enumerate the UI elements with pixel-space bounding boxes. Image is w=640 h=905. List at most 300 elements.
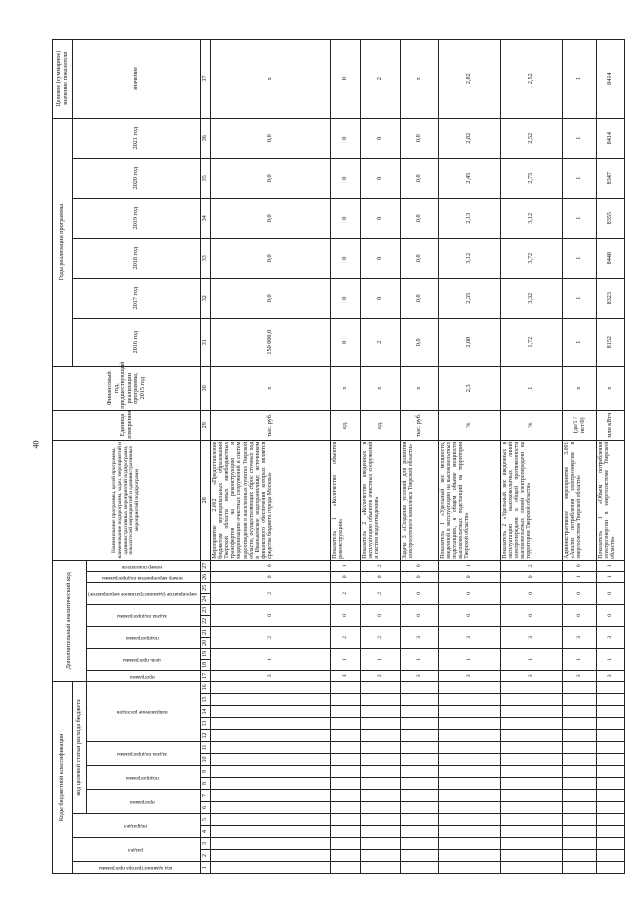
subprogram-col-header: подпрограмма xyxy=(87,766,201,790)
a-goal-header: цель программы xyxy=(87,648,201,670)
row-name: Показатель 1 «Количество объектов реконструкции» xyxy=(331,440,361,560)
col-num: 4 xyxy=(201,826,211,838)
kbk-cell xyxy=(439,718,501,730)
kbk-cell xyxy=(597,706,625,718)
year-value-cell: 8347 xyxy=(597,158,625,198)
analytic-code-cell: 3 xyxy=(439,670,501,681)
kbk-cell xyxy=(331,681,361,693)
kbk-cell xyxy=(439,850,501,862)
kbk-cell xyxy=(501,730,563,742)
kbk-cell xyxy=(597,754,625,766)
col-num: 23 xyxy=(201,604,211,615)
year-value-cell: 0,0 xyxy=(211,198,331,238)
analytic-code-cell: 0 xyxy=(401,560,439,571)
kbk-cell xyxy=(563,814,597,826)
kbk-cell xyxy=(597,862,625,874)
target-value-cell: 8414 xyxy=(597,39,625,118)
kbk-cell xyxy=(211,730,331,742)
base-year-cell: х xyxy=(597,366,625,410)
kbk-cell xyxy=(563,742,597,754)
kbk-cell xyxy=(401,862,439,874)
year-value-cell: 2,82 xyxy=(439,118,501,158)
kbk-cell xyxy=(331,862,361,874)
col-num: 1 xyxy=(201,862,211,874)
kbk-cell xyxy=(439,681,501,693)
kbk-cell xyxy=(331,826,361,838)
year-value-cell: 1 xyxy=(563,118,597,158)
row-name: Показатель 2 «Удельный вес введенных в эксплуатацию высоковольтных линий электропередачи в общей протяженности высоковольтных линий электропередачи на территории Тверской области» xyxy=(501,440,563,560)
year-value-cell: 0,0 xyxy=(211,158,331,198)
kbk-cell xyxy=(597,766,625,778)
kbk-cell xyxy=(597,742,625,754)
row-name: Задача 3 «Создание условий для развития электросетевого комплекса Тверской области» xyxy=(401,440,439,560)
analytic-code-cell: 0 xyxy=(597,604,625,626)
year-value-cell: 8448 xyxy=(597,238,625,278)
analytic-code-cell: 1 xyxy=(597,571,625,582)
col-num: 28 xyxy=(201,440,211,560)
unit-cell: % xyxy=(439,410,501,440)
kbk-header: Коды бюджетной классификации xyxy=(53,681,73,873)
row-name: Показатель 1 «Удельный вес мощности, введенной в эксплуатацию на высоковольтных подстанциях, в общем объеме мощности высоковольтных подстанций на территории Тверской области» xyxy=(439,440,501,560)
kbk-cell xyxy=(361,754,401,766)
col-num: 7 xyxy=(201,790,211,802)
year-value-cell: 0 xyxy=(361,238,401,278)
table-row xyxy=(401,39,439,873)
kbk-cell xyxy=(401,694,439,706)
kbk-cell xyxy=(501,778,563,790)
year-value-cell: 0,0 xyxy=(401,318,439,366)
kbk-cell xyxy=(331,718,361,730)
kbk-cell xyxy=(361,814,401,826)
kbk-cell xyxy=(401,766,439,778)
year-value-cell: 0 xyxy=(361,158,401,198)
kbk-cell xyxy=(563,802,597,814)
kbk-cell xyxy=(563,838,597,850)
kbk-cell xyxy=(597,802,625,814)
unit-cell: ед. xyxy=(361,410,401,440)
kbk-cell xyxy=(439,814,501,826)
kbk-cell xyxy=(331,706,361,718)
analytic-code-cell: 0 xyxy=(401,604,439,626)
kbk-cell xyxy=(501,694,563,706)
year-value-cell: 8355 xyxy=(597,198,625,238)
col-num: 24 xyxy=(201,593,211,604)
analytic-code-cell: 2 xyxy=(331,582,361,604)
table-row xyxy=(501,39,563,873)
analytic-code-cell: 2 xyxy=(501,560,563,571)
analytic-code-cell: 3 xyxy=(501,626,563,648)
kbk-cell xyxy=(211,862,331,874)
year-value-cell: 2,75 xyxy=(501,158,563,198)
target-value-cell: 1 xyxy=(563,39,597,118)
analytic-code-cell: 0 xyxy=(211,571,331,582)
analytic-code-cell: 3 xyxy=(597,626,625,648)
year-value-cell: 2,52 xyxy=(501,118,563,158)
y2018-header: 2018 год xyxy=(73,238,201,278)
target-value-cell: 2 xyxy=(361,39,401,118)
kbk-cell xyxy=(211,681,331,693)
col-num: 34 xyxy=(201,198,211,238)
kbk-cell xyxy=(563,790,597,802)
col-num: 18 xyxy=(201,659,211,670)
base-year-cell: 2,3 xyxy=(439,366,501,410)
col-num: 31 xyxy=(201,318,211,366)
kbk-cell xyxy=(401,814,439,826)
analytic-code-cell: 3 xyxy=(563,670,597,681)
col-num: 27 xyxy=(201,560,211,571)
col-num: 33 xyxy=(201,238,211,278)
kbk-cell xyxy=(361,730,401,742)
y2020-header: 2020 год xyxy=(73,158,201,198)
base-year-cell: х xyxy=(211,366,331,410)
kbk-cell xyxy=(439,754,501,766)
table-row xyxy=(563,39,597,873)
kbk-cell xyxy=(211,802,331,814)
analytic-code-cell: 0 xyxy=(501,582,563,604)
target-value-cell: х xyxy=(401,39,439,118)
kbk-cell xyxy=(361,850,401,862)
analytic-code-cell: 0 xyxy=(563,582,597,604)
kbk-cell xyxy=(563,730,597,742)
kbk-cell xyxy=(501,814,563,826)
col-num: 15 xyxy=(201,694,211,706)
analytic-code-cell: 0 xyxy=(597,582,625,604)
kbk-cell xyxy=(439,838,501,850)
kbk-cell xyxy=(361,862,401,874)
col-num: 11 xyxy=(201,742,211,754)
unit-cell: % xyxy=(501,410,563,440)
col-num: 36 xyxy=(201,118,211,158)
section-header: раздел xyxy=(73,838,201,862)
col-num: 30 xyxy=(201,366,211,410)
kbk-cell xyxy=(501,850,563,862)
year-value-cell: 0 xyxy=(361,278,401,318)
y2021-header: 2021 год xyxy=(73,118,201,158)
kbk-cell xyxy=(331,802,361,814)
col-num: 9 xyxy=(201,766,211,778)
table-row xyxy=(361,39,401,873)
analytic-code-cell: 1 xyxy=(439,560,501,571)
kbk-cell xyxy=(563,706,597,718)
kbk-cell xyxy=(331,850,361,862)
kbk-cell xyxy=(211,790,331,802)
year-value-cell: 2,13 xyxy=(439,198,501,238)
kbk-cell xyxy=(597,718,625,730)
kbk-cell xyxy=(401,802,439,814)
kbk-cell xyxy=(439,706,501,718)
fin-year-header: Финансовый год, предшествующий реализации программы, 2015 год xyxy=(53,366,201,410)
kbk-cell xyxy=(597,838,625,850)
year-value-cell: 2,45 xyxy=(439,158,501,198)
analytic-code-cell: 2 xyxy=(211,626,331,648)
kbk-cell xyxy=(361,706,401,718)
year-value-cell: 0 xyxy=(361,198,401,238)
row-name: Административное мероприятие 3.001 «Анализ потребления электроэнергии в энергосистеме Тверской области» xyxy=(563,440,597,560)
target-header: Целевое (суммарное) значение показателя xyxy=(53,39,73,118)
kbk-cell xyxy=(501,862,563,874)
program-table xyxy=(52,39,625,874)
year-value-cell: 1 xyxy=(563,318,597,366)
analytic-code-cell: 0 xyxy=(401,582,439,604)
kbk-cell xyxy=(331,742,361,754)
base-year-cell: х xyxy=(331,366,361,410)
year-value-cell: 1,72 xyxy=(501,318,563,366)
year-value-cell: 0,0 xyxy=(401,198,439,238)
analytic-code-cell: 3 xyxy=(501,670,563,681)
kbk-cell xyxy=(211,814,331,826)
kbk-cell xyxy=(361,766,401,778)
kbk-cell xyxy=(211,778,331,790)
year-value-cell: 2,35 xyxy=(439,278,501,318)
col-num: 32 xyxy=(201,278,211,318)
year-value-cell: 0 xyxy=(331,198,361,238)
analytic-code-cell: 1 xyxy=(401,648,439,670)
year-value-cell: 150 000,0 xyxy=(211,318,331,366)
year-value-cell: 2,08 xyxy=(439,318,501,366)
analytic-code-cell: 0 xyxy=(563,604,597,626)
kbk-cell xyxy=(401,718,439,730)
name-header: Наименование программы, целей программы, наименование подпрограмм, задач, мероприятий и административных мероприятий подпрограмм, показателей мероприятий и административных мероприятий подпрограмм xyxy=(53,440,201,560)
analytic-code-cell: 1 xyxy=(331,560,361,571)
analytic-code-cell: 0 xyxy=(401,571,439,582)
year-value-cell: 3,12 xyxy=(439,238,501,278)
kbk-cell xyxy=(401,838,439,850)
kbk-cell xyxy=(211,850,331,862)
kbk-cell xyxy=(439,766,501,778)
year-value-cell: 3,72 xyxy=(501,238,563,278)
analytic-code-cell: 0 xyxy=(439,571,501,582)
unit-cell: тыс. руб. xyxy=(211,410,331,440)
kbk-cell xyxy=(401,706,439,718)
kbk-cell xyxy=(361,778,401,790)
analytic-code-cell: 0 xyxy=(361,571,401,582)
col-num: 6 xyxy=(201,802,211,814)
kbk-cell xyxy=(563,850,597,862)
analytic-code-cell: 1 xyxy=(211,648,331,670)
analytic-code-cell: 0 xyxy=(361,604,401,626)
kbk-cell xyxy=(361,826,401,838)
kbk-cell xyxy=(331,766,361,778)
col-num: 10 xyxy=(201,754,211,766)
kbk-cell xyxy=(361,718,401,730)
y2019-header: 2019 год xyxy=(73,198,201,238)
kbk-cell xyxy=(439,826,501,838)
col-num: 12 xyxy=(201,730,211,742)
expense-dir-col-header: направление расходов xyxy=(87,681,201,741)
kbk-cell xyxy=(211,706,331,718)
kbk-cell xyxy=(501,742,563,754)
kbk-cell xyxy=(439,730,501,742)
admin-code-header: код администратора программы xyxy=(73,862,201,874)
kbk-cell xyxy=(211,694,331,706)
kbk-cell xyxy=(211,754,331,766)
unit-cell: тыс. руб. xyxy=(401,410,439,440)
kbk-cell xyxy=(401,790,439,802)
kbk-cell xyxy=(501,790,563,802)
analytic-code-cell: 1 xyxy=(501,648,563,670)
col-num: 19 xyxy=(201,648,211,659)
col-num: 37 xyxy=(201,39,211,118)
kbk-cell xyxy=(361,838,401,850)
analytic-code-cell: 3 xyxy=(439,626,501,648)
col-num: 13 xyxy=(201,718,211,730)
year-value-cell: 1 xyxy=(563,158,597,198)
table-row xyxy=(439,39,501,873)
analytic-code-cell: 1 xyxy=(361,648,401,670)
year-value-cell: 1 xyxy=(563,198,597,238)
kbk-cell xyxy=(211,718,331,730)
kbk-cell xyxy=(361,681,401,693)
year-value-cell: 0,0 xyxy=(401,238,439,278)
kbk-cell xyxy=(563,694,597,706)
year-value-cell: 0 xyxy=(331,118,361,158)
a-program-header: программа xyxy=(87,670,201,681)
kbk-cell xyxy=(501,802,563,814)
analytic-code-cell: 1 xyxy=(563,648,597,670)
kbk-cell xyxy=(563,766,597,778)
unit-cell: ед. xyxy=(331,410,361,440)
kbk-cell xyxy=(563,754,597,766)
kbk-cell xyxy=(439,742,501,754)
kbk-cell xyxy=(211,826,331,838)
program-col-header: программа xyxy=(87,790,201,814)
kbk-cell xyxy=(331,790,361,802)
analytic-code-cell: 2 xyxy=(211,582,331,604)
analytic-code-cell: 1 xyxy=(439,648,501,670)
kbk-cell xyxy=(331,730,361,742)
kbk-cell xyxy=(401,754,439,766)
analytic-code-cell: 3 xyxy=(563,626,597,648)
analytic-code-cell: 0 xyxy=(501,571,563,582)
analytic-code-cell: 3 xyxy=(331,670,361,681)
kbk-cell xyxy=(597,730,625,742)
kbk-cell xyxy=(501,718,563,730)
kbk-cell xyxy=(563,778,597,790)
year-value-cell: 1 xyxy=(563,238,597,278)
kbk-cell xyxy=(501,766,563,778)
year-value-cell: 3,32 xyxy=(501,278,563,318)
kbk-cell xyxy=(501,681,563,693)
col-num: 3 xyxy=(201,838,211,850)
base-year-cell: х xyxy=(401,366,439,410)
kbk-cell xyxy=(439,694,501,706)
year-value-cell: 0 xyxy=(331,278,361,318)
target-value-cell: 2,52 xyxy=(501,39,563,118)
kbk-cell xyxy=(439,778,501,790)
analytic-code-cell: 3 xyxy=(361,670,401,681)
year-value-cell: 0 xyxy=(331,158,361,198)
year-value-cell: 0,0 xyxy=(211,278,331,318)
kbk-cell xyxy=(501,706,563,718)
kbk-cell xyxy=(501,754,563,766)
analytic-code-cell: 2 xyxy=(361,582,401,604)
kbk-cell xyxy=(331,694,361,706)
kbk-cell xyxy=(401,742,439,754)
col-num: 21 xyxy=(201,626,211,637)
table-body xyxy=(211,39,625,873)
col-num: 17 xyxy=(201,670,211,681)
year-value-cell: 8414 xyxy=(597,118,625,158)
analytic-code-cell: 0 xyxy=(563,560,597,571)
kbk-cell xyxy=(597,850,625,862)
analytic-code-cell: 2 xyxy=(361,560,401,571)
analytic-code-cell: 0 xyxy=(501,604,563,626)
analytic-code-cell: 0 xyxy=(211,604,331,626)
kbk-cell xyxy=(597,814,625,826)
analytic-code-cell: 1 xyxy=(563,571,597,582)
a-event-num-header: номер мероприятия подпрограммы xyxy=(87,571,201,582)
table-row xyxy=(597,39,625,873)
year-value-cell: 2 xyxy=(361,318,401,366)
col-num: 8 xyxy=(201,778,211,790)
kbk-cell xyxy=(501,826,563,838)
base-year-cell: х xyxy=(361,366,401,410)
analytic-code-cell: 3 xyxy=(597,670,625,681)
unit-cell: (да/1 / нет/0) xyxy=(563,410,597,440)
col-num: 22 xyxy=(201,615,211,626)
kbk-cell xyxy=(597,826,625,838)
col-num: 26 xyxy=(201,571,211,582)
kbk-cell xyxy=(597,778,625,790)
table-row xyxy=(211,39,331,873)
kbk-cell xyxy=(361,742,401,754)
analytic-code-cell: 2 xyxy=(361,626,401,648)
kbk-cell xyxy=(331,838,361,850)
unit-header: Единица измерения xyxy=(53,410,201,440)
col-num: 14 xyxy=(201,706,211,718)
analytic-code-cell: 0 xyxy=(439,582,501,604)
a-sub-header: подпрограмма xyxy=(87,626,201,648)
page-number: 40 xyxy=(31,440,41,449)
kbk-cell xyxy=(401,681,439,693)
kbk-cell xyxy=(563,718,597,730)
base-year-cell: х xyxy=(563,366,597,410)
year-value-cell: 0 xyxy=(331,318,361,366)
target-article-header: код целевой статьи расхода бюджета xyxy=(73,681,87,813)
kbk-cell xyxy=(401,778,439,790)
kbk-cell xyxy=(331,754,361,766)
row-name: Показатель 1 «Объем потребления электроэнергии в энергосистеме Тверской области» xyxy=(597,440,625,560)
kbk-cell xyxy=(331,778,361,790)
kbk-cell xyxy=(211,742,331,754)
kbk-cell xyxy=(597,694,625,706)
target-value-cell: 2,82 xyxy=(439,39,501,118)
kbk-cell xyxy=(361,694,401,706)
kbk-cell xyxy=(563,681,597,693)
kbk-cell xyxy=(211,766,331,778)
col-num: 2 xyxy=(201,850,211,862)
task-sub-col-header: задача подпрограммы xyxy=(87,742,201,766)
col-num: 35 xyxy=(201,158,211,198)
kbk-cell xyxy=(439,802,501,814)
analytic-code-cell: 0 xyxy=(331,571,361,582)
kbk-cell xyxy=(439,862,501,874)
col-num: 5 xyxy=(201,814,211,826)
analytic-code-cell: 3 xyxy=(211,670,331,681)
a-event-header: мероприятие (административное мероприятие) xyxy=(87,582,201,604)
analytic-code-cell: 0 xyxy=(211,560,331,571)
analytic-code-cell: 1 xyxy=(331,648,361,670)
year-value-cell: 1 xyxy=(563,278,597,318)
year-value-cell: 3,12 xyxy=(501,198,563,238)
column-number-row xyxy=(201,39,211,873)
a-task-header: задача подпрограммы xyxy=(87,604,201,626)
col-num: 20 xyxy=(201,637,211,648)
year-value-cell: 0,0 xyxy=(211,118,331,158)
kbk-cell xyxy=(597,790,625,802)
year-value-cell: 0,0 xyxy=(401,118,439,158)
year-value-cell: 0,0 xyxy=(401,278,439,318)
